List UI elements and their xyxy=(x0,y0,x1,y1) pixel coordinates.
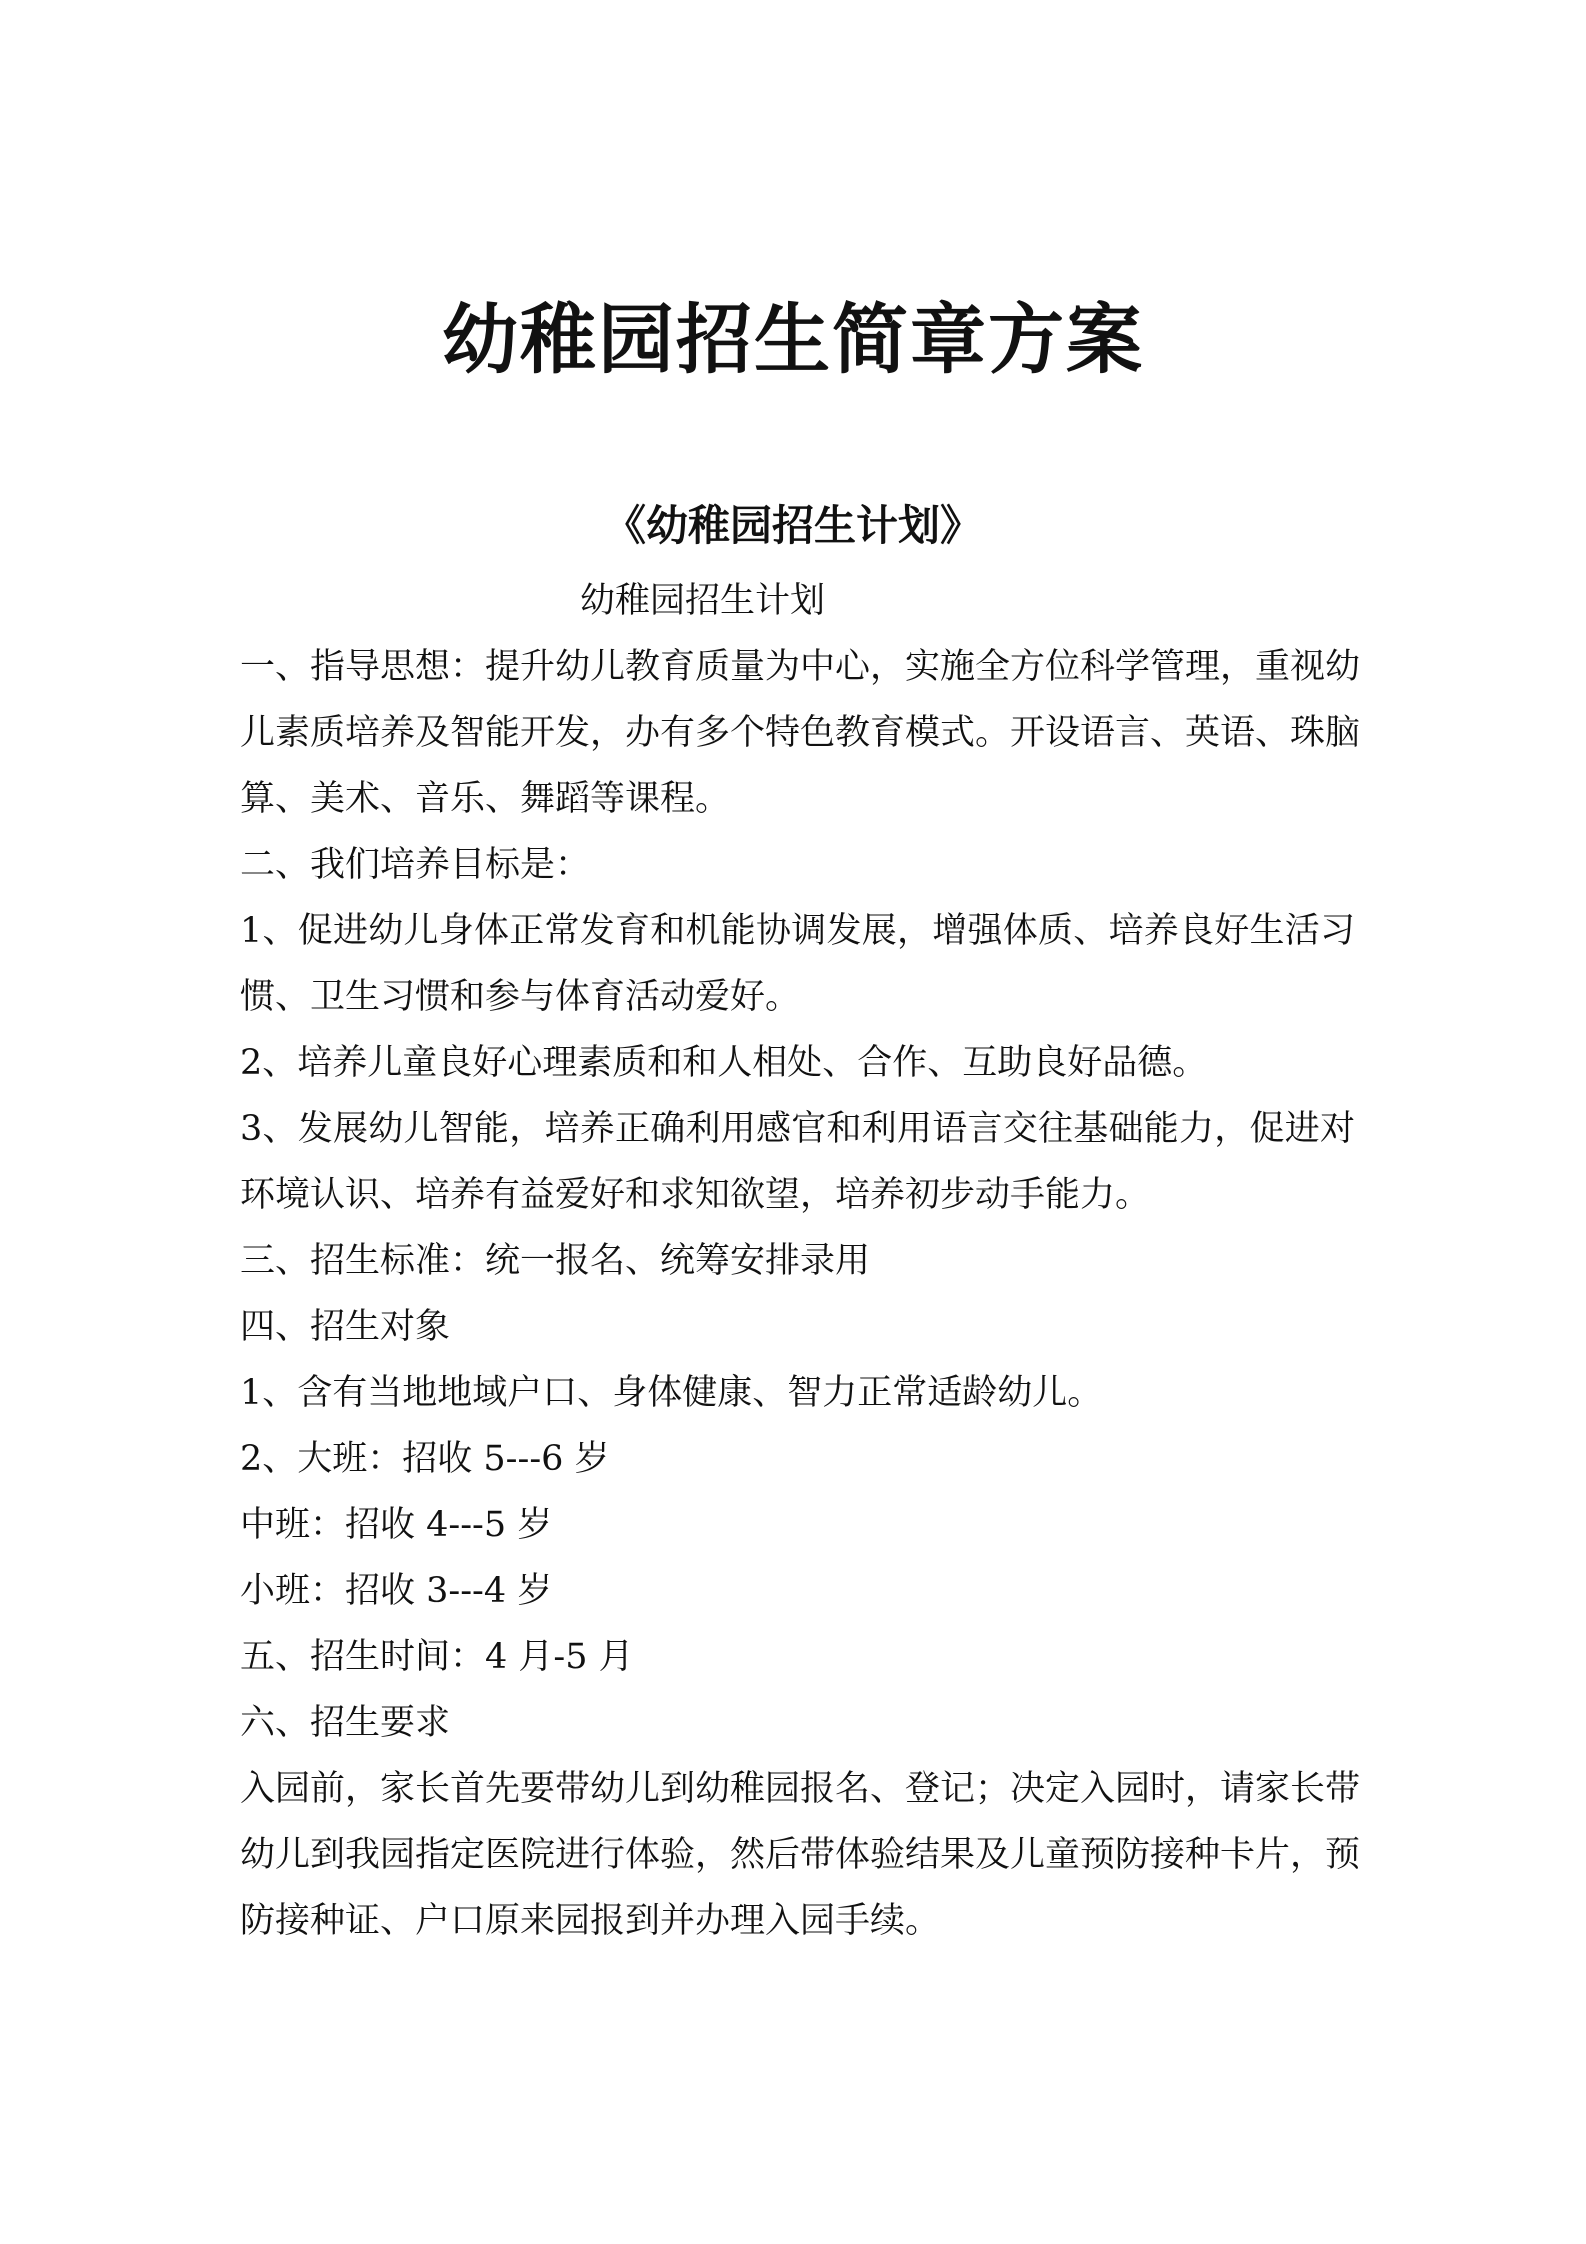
section-heading: 二、我们培养目标是： xyxy=(240,845,591,885)
paragraph-line: 入园前，家长首先要带幼儿到幼稚园报名、登记；决定入园时，请家长带 xyxy=(240,1769,1361,1809)
paragraph-line: 儿素质培养及智能开发，办有多个特色教育模式。开设语言、英语、珠脑 xyxy=(240,713,1361,753)
paragraph-line: 惯、卫生习惯和参与体育活动爱好。 xyxy=(240,977,801,1017)
paragraph-line: 算、美术、音乐、舞蹈等课程。 xyxy=(240,779,731,819)
paragraph-line: 2、培养儿童良好心理素质和和人相处、合作、互助良好品德。 xyxy=(240,1043,1208,1083)
paragraph-line: 3、发展幼儿智能，培养正确利用感官和利用语言交往基础能力，促进对 xyxy=(240,1109,1355,1149)
paragraph-line: 2、大班：招收 5---6 岁 xyxy=(240,1439,610,1479)
paragraph-line: 防接种证、户口原来园报到并办理入园手续。 xyxy=(240,1901,941,1941)
paragraph-line: 1、含有当地地域户口、身体健康、智力正常适龄幼儿。 xyxy=(240,1373,1103,1413)
document-subtitle: 《幼稚园招生计划》 xyxy=(603,501,982,550)
paragraph-line: 幼儿到我园指定医院进行体验，然后带体验结果及儿童预防接种卡片，预 xyxy=(240,1835,1361,1875)
paragraph-line: 小班：招收 3---4 岁 xyxy=(240,1571,553,1611)
paragraph-line: 环境认识、培养有益爱好和求知欲望，培养初步动手能力。 xyxy=(240,1175,1151,1215)
document-title: 幼稚园招生简章方案 xyxy=(442,295,1144,384)
section-heading: 四、招生对象 xyxy=(240,1307,451,1347)
section-heading: 六、招生要求 xyxy=(240,1703,451,1743)
document-body xyxy=(240,568,1361,1954)
plan-heading: 幼稚园招生计划 xyxy=(580,581,826,621)
section-heading: 五、招生时间：4 月-5 月 xyxy=(240,1637,634,1677)
section-heading: 三、招生标准：统一报名、统筹安排录用 xyxy=(240,1241,871,1281)
paragraph-line: 一、指导思想：提升幼儿教育质量为中心，实施全方位科学管理，重视幼 xyxy=(240,647,1361,687)
paragraph-line: 1、促进幼儿身体正常发育和机能协调发展，增强体质、培养良好生活习 xyxy=(240,911,1355,951)
paragraph-line: 中班：招收 4---5 岁 xyxy=(240,1505,553,1545)
